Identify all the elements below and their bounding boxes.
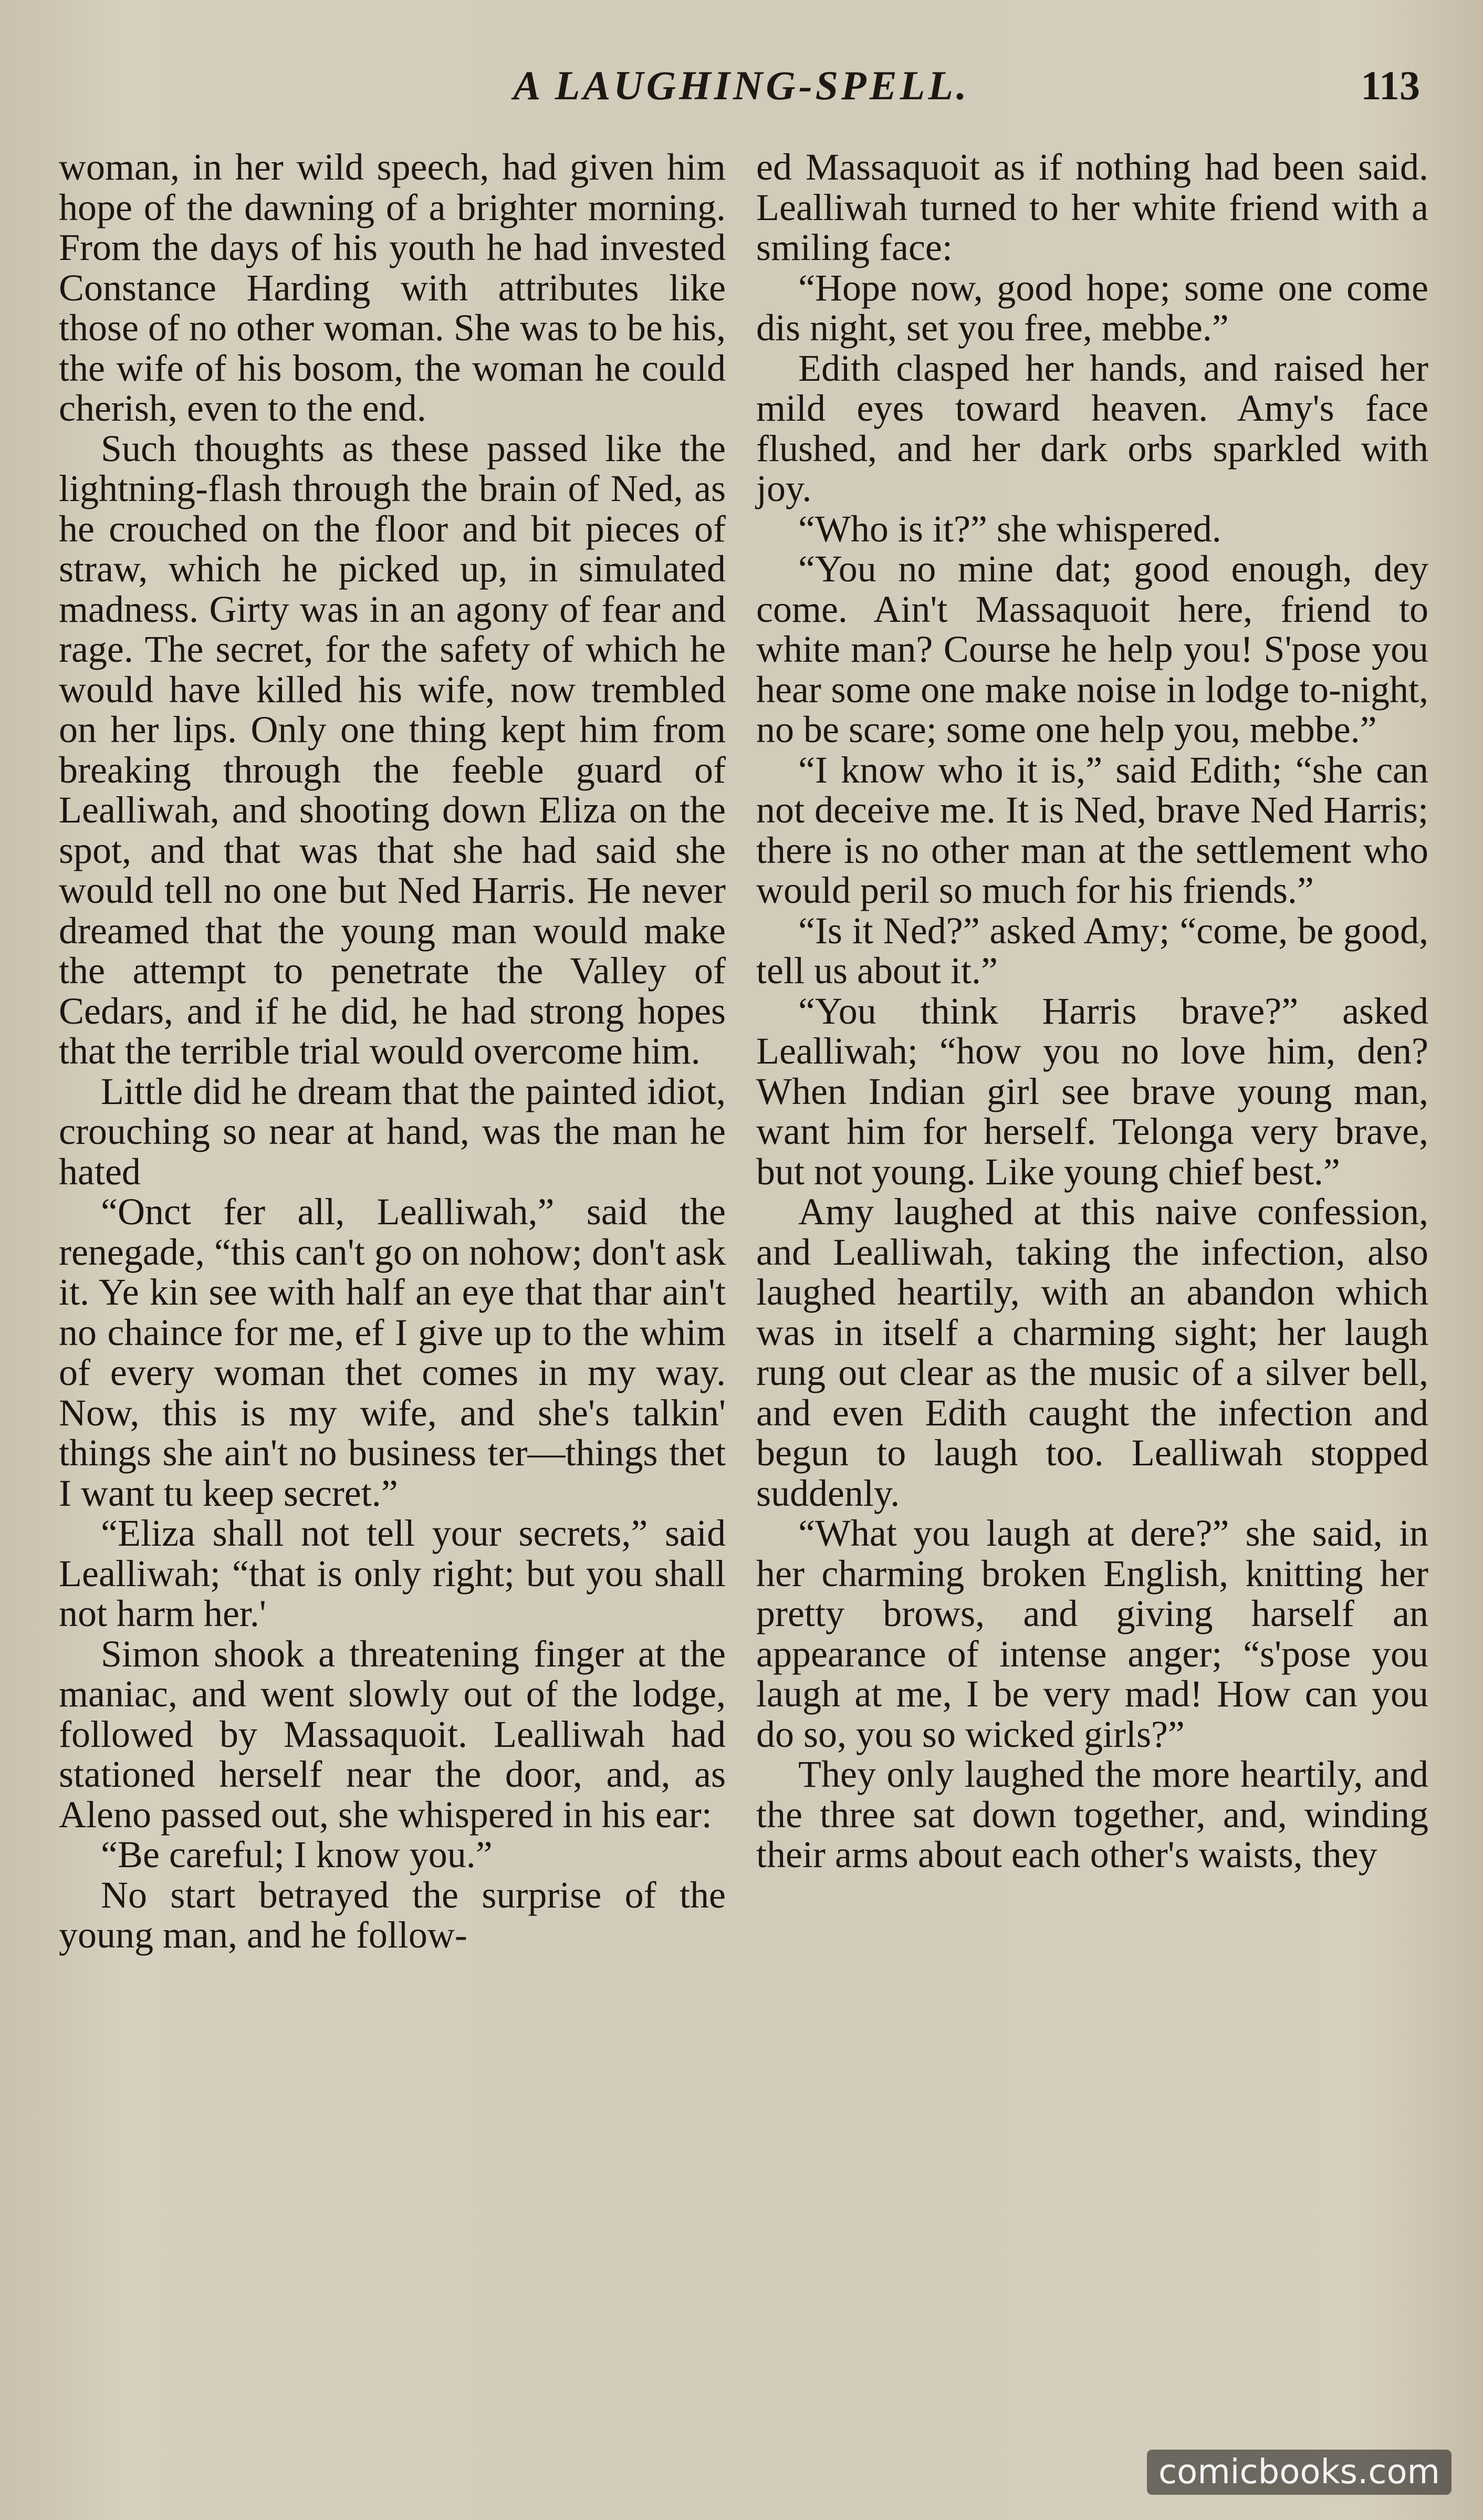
paragraph: “Eliza shall not tell your secrets,” said Lealliwah; “that is only right; but you shall not harm her.' — [59, 1512, 726, 1634]
paragraph: Little did he dream that the painted idiot, crouching so near at hand, was the man he hated — [59, 1070, 726, 1193]
paragraph: “I know who it is,” said Edith; “she can not deceive me. It is Ned, brave Ned Harris; there is no other man at the settlement who would peril so much for his friends.” — [756, 748, 1428, 911]
paragraph: “Be careful; I know you.” — [101, 1834, 493, 1876]
paragraph: “Is it Ned?” asked Amy; “come, be good, tell us about it.” — [756, 909, 1428, 992]
paragraph: Such thoughts as these passed like the lightning-flash through the brain of Ned, as he crouched on the floor and bit pieces of straw, which he picked up, in simulated madness. Girty was in an agony of fear and rage. The secret, for the safety of which he would have killed his wife, now trembled on her lips. Only one thing kept him from breaking through the feeble guard of Lealliwah, and shooting down Eliza on the spot, and that was that she had said she would tell no one but Ned Harris. He never dreamed that the young man would make the attempt to penetrate the Valley of Cedars, and if he did, he had strong hopes that the terrible trial would overcome him. — [59, 427, 726, 1072]
paragraph: “You no mine dat; good enough, dey come. Ain't Massaquoit here, friend to white man? Course he help you! S'pose you hear some one make noise in lodge to-night, no be scare; some one help you, mebbe.” — [756, 548, 1428, 751]
paragraph: They only laughed the more heartily, and the three sat down together, and, winding their arms about each other's waists, they — [756, 1753, 1428, 1876]
paragraph: “You think Harris brave?” asked Lealliwah; “how you no love him, den? When Indian girl see brave young man, want him for herself. Telonga very brave, but not young. Like young chief best.” — [756, 990, 1428, 1193]
paragraph: “Hope now, good hope; some one come dis night, set you free, mebbe.” — [756, 266, 1428, 349]
paragraph: woman, in her wild speech, had given him hope of the dawning of a brighter morning. From the days of his youth he had invested Constance Harding with attributes like those of no other woman. She was to be his, the wife of his bosom, the woman he could cherish, even to the end. — [59, 146, 726, 429]
paragraph: No start betrayed the surprise of the young man, and he follow- — [59, 1873, 726, 1956]
paragraph: Edith clasped her hands, and raised her mild eyes toward heaven. Amy's face flushed, and her dark orbs sparkled with joy. — [756, 347, 1428, 509]
left-column — [59, 147, 726, 1955]
paragraph: “Onct fer all, Lealliwah,” said the renegade, “this can't go on nohow; don't ask it. Ye kin see with half an eye that thar ain't no chaince for me, ef I give up to the whim of every woman thet comes in my way. Now, this is my wife, and she's talkin' things she ain't no business ter—things thet I want tu keep secret.” — [59, 1191, 726, 1514]
paragraph: Simon shook a threatening finger at the maniac, and went slowly out of the lodge, followed by Massaquoit. Lealliwah had stationed herself near the door, and, as Aleno passed out, she whispered in his ear: — [59, 1632, 726, 1836]
page-header — [58, 62, 1425, 120]
paragraph: “What you laugh at dere?” she said, in her charming broken English, knitting her pretty brows, and giving harself an appearance of intense anger; “s'pose you laugh at me, I be very mad! How can you do so, you so wicked girls?” — [756, 1512, 1428, 1755]
right-column — [756, 147, 1428, 1875]
page-number: 113 — [1361, 63, 1420, 108]
watermark: comicbooks.com — [1147, 2450, 1451, 2495]
running-title: A LAUGHING-SPELL. — [513, 63, 970, 108]
paragraph: Amy laughed at this naive confession, and Lealliwah, taking the infection, also laughed heartily, with an abandon which was in itself a charming sight; her laugh rung out clear as the music of a silver bell, and even Edith caught the infection and begun to laugh too. Lealliwah stopped suddenly. — [756, 1191, 1428, 1514]
paragraph: “Who is it?” she whispered. — [798, 507, 1221, 550]
paragraph: ed Massaquoit as if nothing had been said. Lealliwah turned to her white friend with a smiling face: — [756, 146, 1428, 268]
